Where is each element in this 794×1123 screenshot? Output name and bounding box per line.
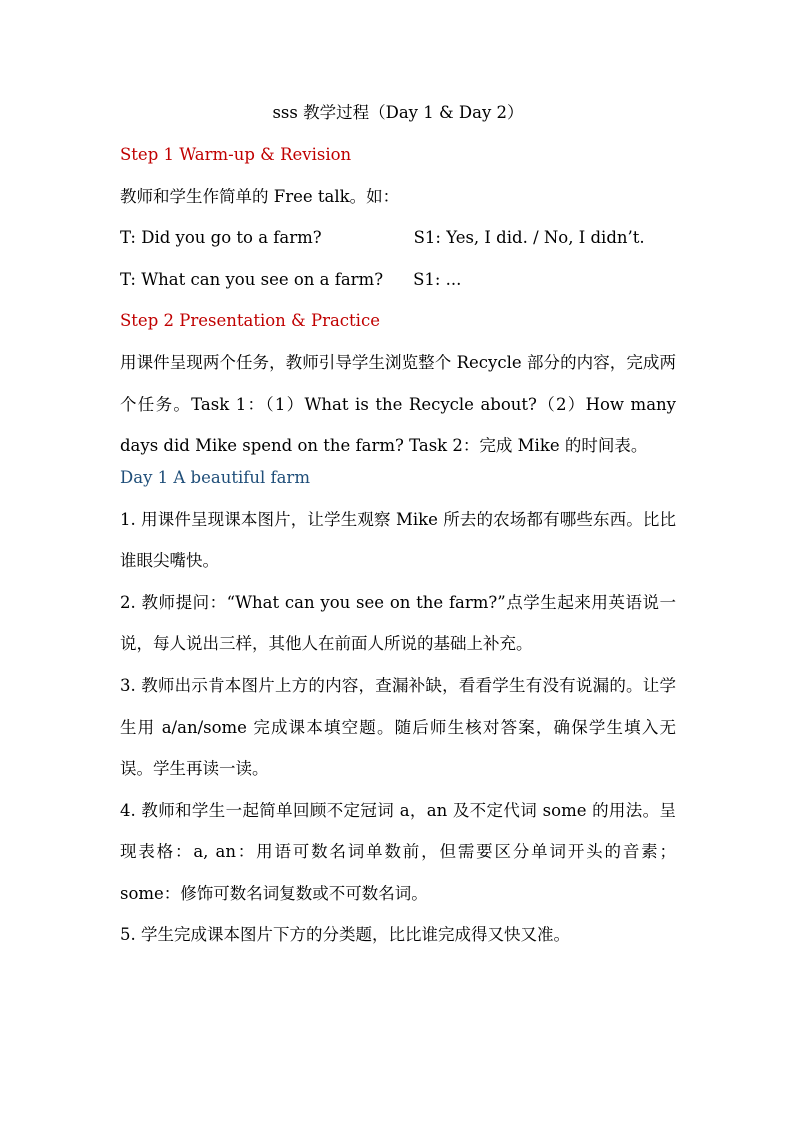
day1-item-3: 3. 教师出示肯本图片上方的内容，查漏补缺，看看学生有没有说漏的。让学生用 a/an/some 完成课本填空题。随后师生核对答案，确保学生填入无误。学生再读一读。 xyxy=(120,675,676,779)
day1-item-2: 2. 教师提问：“What can you see on the farm?”点学生起来用英语说一说，每人说出三样，其他人在前面人所说的基础上补充。 xyxy=(120,592,676,654)
document-body xyxy=(120,103,676,956)
day1-item-5: 5. 学生完成课本图片下方的分类题，比比谁完成得又快又准。 xyxy=(120,925,570,945)
document-title: sss 教学过程（Day 1 & Day 2） xyxy=(272,103,524,122)
day1-heading: Day 1 A beautiful farm xyxy=(120,467,310,487)
dialogue-line-2 xyxy=(120,270,676,290)
step2-heading: Step 2 Presentation & Practice xyxy=(120,311,380,331)
student-answer-1: S1: Yes, I did. / No, I didn’t. xyxy=(413,228,645,248)
teacher-question-1: T: Did you go to a farm? xyxy=(120,228,322,248)
step1-intro: 教师和学生作简单的 Free talk。如： xyxy=(120,186,400,206)
teacher-question-2: T: What can you see on a farm? xyxy=(120,269,384,289)
step2-paragraph: 用课件呈现两个任务，教师引导学生浏览整个 Recycle 部分的内容，完成两个任务。Task 1：（1）What is the Recycle about?（2）How many days did Mike spend on the farm? Task 2：完成 Mike 的时间表。 xyxy=(120,353,676,456)
day1-item-1: 1. 用课件呈现课本图片，让学生观察 Mike 所去的农场都有哪些东西。比比谁眼尖嘴快。 xyxy=(120,509,676,571)
step1-heading: Step 1 Warm-up & Revision xyxy=(120,145,352,164)
day1-item-4: 4. 教师和学生一起简单回顾不定冠词 a，an 及不定代词 some 的用法。呈现表格：a, an：用语可数名词单数前，但需要区分单词开头的音素；some：修饰可数名词复数或不可数名词。 xyxy=(120,800,676,903)
student-answer-2: S1: ... xyxy=(413,269,462,289)
dialogue-line-1 xyxy=(120,228,676,248)
